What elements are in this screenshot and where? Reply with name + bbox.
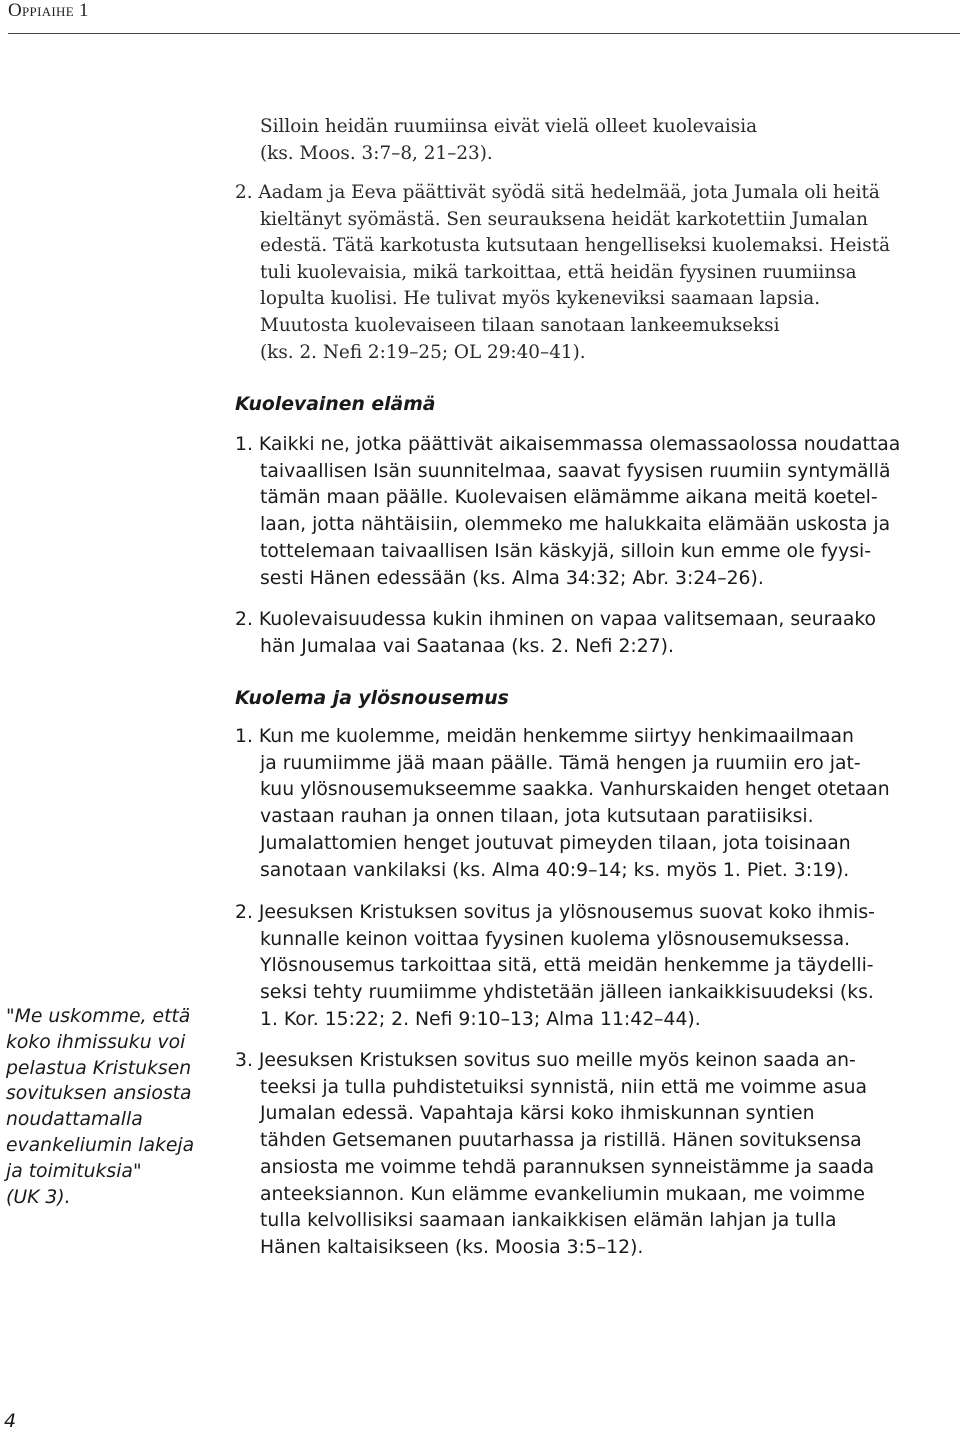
quote-line: pelastua Kristuksen xyxy=(6,1057,192,1079)
text-line: tottelemaan taivaallisen Isän käskyjä, silloin kun emme ole fyysi- xyxy=(260,540,872,562)
text-line: tämän maan päälle. Kuolevaisen elämämme aikana meitä koetel- xyxy=(260,487,878,509)
text-line: 2. Aadam ja Eeva päättivät syödä sitä hedelmää, jota Jumala oli heitä xyxy=(235,182,880,203)
text-line: tähden Getsemanen puutarhassa ja ristillä. Hänen sovituksensa xyxy=(260,1130,862,1152)
header-divider xyxy=(8,33,960,34)
text-line: (ks. 2. Nefi 2:19–25; OL 29:40–41). xyxy=(260,341,586,363)
text-line: taivaallisen Isän suunnitelmaa, saavat fyysisen ruumiin syntymällä xyxy=(260,460,891,482)
text-line: sesti Hänen edessään (ks. Alma 34:32; Abr. 3:24–26). xyxy=(260,567,764,589)
text-line: 3. Jeesuksen Kristuksen sovitus suo meille myös keinon saada an- xyxy=(235,1050,856,1071)
text-line: sanotaan vankilaksi (ks. Alma 40:9–14; ks. myös 1. Piet. 3:19). xyxy=(260,859,850,881)
text-line: Silloin heidän ruumiinsa eivät vielä olleet kuolevaisia xyxy=(260,116,758,137)
death-item-2 xyxy=(235,900,875,1034)
text-line: Ylösnousemus tarkoittaa sitä, että meidän henkemme ja täydelli- xyxy=(260,955,874,977)
header-title: Oppiaihe 1 xyxy=(8,0,89,21)
sidebar-quote xyxy=(6,1004,206,1210)
text-line: Muutosta kuolevaiseen tilaan sanotaan lankeemukseksi xyxy=(260,314,780,336)
mortal-life-item-1 xyxy=(235,432,900,592)
quote-line: "Me uskomme, että xyxy=(6,1006,191,1027)
quote-line: sovituksen ansiosta xyxy=(6,1083,192,1105)
text-line: 2. Kuolevaisuudessa kukin ihminen on vapaa valitsemaan, seuraako xyxy=(235,609,877,630)
text-line: Jumalan edessä. Vapahtaja kärsi koko ihmiskunnan syntien xyxy=(260,1103,815,1125)
text-line: 2. Jeesuksen Kristuksen sovitus ja ylösnousemus suovat koko ihmis- xyxy=(235,902,875,923)
text-line: Hänen kaltaisikseen (ks. Moosia 3:5–12). xyxy=(260,1236,644,1258)
text-line: kieltänyt syömästä. Sen seurauksena heidät karkotettiin Jumalan xyxy=(260,208,868,230)
page-number: 4 xyxy=(4,1410,17,1432)
quote-line: noudattamalla xyxy=(6,1109,143,1131)
text-line: hän Jumalaa vai Saatanaa (ks. 2. Nefi 2:27). xyxy=(260,635,674,657)
death-item-1 xyxy=(235,724,890,884)
section-heading-mortal-life: Kuolevainen elämä xyxy=(235,394,436,415)
mortal-life-item-2 xyxy=(235,607,876,660)
quote-line: ja toimituksia" xyxy=(6,1160,142,1182)
text-line: kunnalle keinon voittaa fyysinen kuolema ylösnousemuksessa. xyxy=(260,928,851,950)
text-line: lopulta kuolisi. He tulivat myös kykeneviksi saamaan lapsia. xyxy=(260,288,821,310)
text-line: vastaan rauhan ja onnen tilaan, jota kutsutaan paratiisiksi. xyxy=(260,806,814,828)
top-continuation-paragraph xyxy=(260,114,757,167)
quote-line: koko ihmissuku voi xyxy=(6,1031,186,1053)
quote-line: (UK 3). xyxy=(6,1186,71,1208)
text-line: anteeksiannon. Kun elämme evankeliumin mukaan, me voimme xyxy=(260,1183,865,1205)
text-line: laan, jotta nähtäisiin, olemmeko me halukkaita elämään uskosta ja xyxy=(260,514,891,536)
text-line: 1. Kor. 15:22; 2. Nefi 9:10–13; Alma 11:42–44). xyxy=(260,1008,701,1030)
text-line: tulla kelvollisiksi saamaan iankaikkisen elämän lahjan ja tulla xyxy=(260,1210,837,1232)
text-line: edestä. Tätä karkotusta kutsutaan hengelliseksi kuolemaksi. Heistä xyxy=(260,235,891,257)
text-line: 1. Kun me kuolemme, meidän henkemme siirtyy henkimaailmaan xyxy=(235,726,854,747)
text-line: seksi tehty ruumiimme yhdistetään jälleen iankaikkisuudeksi (ks. xyxy=(260,982,874,1004)
section-heading-death-resurrection: Kuolema ja ylösnousemus xyxy=(235,688,509,709)
text-line: (ks. Moos. 3:7–8, 21–23). xyxy=(260,142,493,164)
text-line: ja ruumiimme jää maan päälle. Tämä hengen ja ruumiin ero jat- xyxy=(260,752,861,774)
text-line: ansiosta me voimme tehdä parannuksen synneistämme ja saada xyxy=(260,1156,875,1178)
text-line: tuli kuolevaisia, mikä tarkoittaa, että heidän fyysinen ruumiinsa xyxy=(260,261,857,283)
fall-paragraph xyxy=(235,180,890,366)
text-line: 1. Kaikki ne, jotka päättivät aikaisemmassa olemassaolossa noudattaa xyxy=(235,434,901,455)
quote-line: evankeliumin lakeja xyxy=(6,1134,195,1156)
text-line: kuu ylösnousemukseemme saakka. Vanhurskaiden henget otetaan xyxy=(260,779,890,801)
death-item-3 xyxy=(235,1048,874,1262)
text-line: teeksi ja tulla puhdistetuiksi synnistä, niin että me voimme asua xyxy=(260,1076,868,1098)
text-line: Jumalattomien henget joutuvat pimeyden tilaan, jota toisinaan xyxy=(260,832,851,854)
section-header xyxy=(8,0,89,22)
